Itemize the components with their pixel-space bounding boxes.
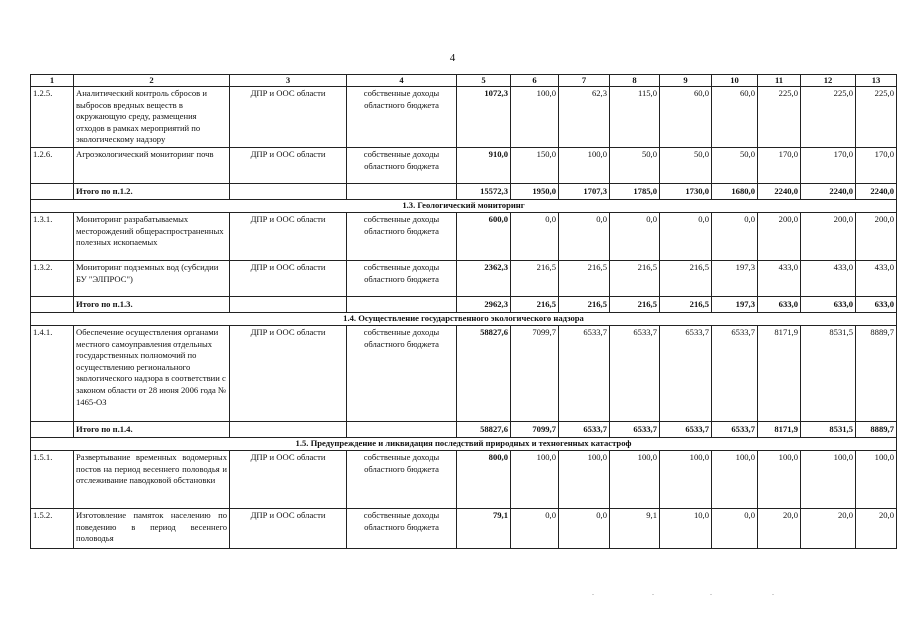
total-value: 6533,7 (559, 421, 610, 437)
total-label: Итого по п.1.4. (74, 421, 230, 437)
value-cell: 600,0 (457, 212, 511, 260)
value-cell: 6533,7 (660, 325, 712, 421)
value-cell: 0,0 (712, 212, 758, 260)
value-cell: 433,0 (856, 260, 897, 296)
value-cell: 58827,6 (457, 325, 511, 421)
value-cell: 6533,7 (712, 325, 758, 421)
total-value: 1950,0 (511, 183, 559, 199)
value-cell: 100,0 (511, 87, 559, 148)
header-cell: 2 (74, 75, 230, 87)
value-cell: 170,0 (856, 147, 897, 183)
row-code: 1.2.6. (31, 147, 74, 183)
value-cell: 170,0 (801, 147, 856, 183)
value-cell: 200,0 (758, 212, 801, 260)
total-value: 2240,0 (801, 183, 856, 199)
value-cell: 216,5 (610, 260, 660, 296)
value-cell: 115,0 (610, 87, 660, 148)
total-value: 8889,7 (856, 421, 897, 437)
total-value: 8531,5 (801, 421, 856, 437)
section-row (31, 312, 897, 325)
row-name: Агроэкологический мониторинг почв (74, 147, 230, 183)
scan-mark: . (592, 588, 594, 597)
value-cell: 150,0 (511, 147, 559, 183)
total-value: 197,3 (712, 296, 758, 312)
row-executor: ДПР и ООС области (230, 325, 347, 421)
value-cell: 8171,9 (758, 325, 801, 421)
row-source: собственные доходы областного бюджета (347, 508, 457, 548)
budget-table (30, 74, 897, 549)
value-cell: 225,0 (856, 87, 897, 148)
value-cell: 216,5 (511, 260, 559, 296)
value-cell: 100,0 (610, 450, 660, 508)
row-executor: ДПР и ООС области (230, 260, 347, 296)
header-cell: 11 (758, 75, 801, 87)
section-title: 1.4. Осуществление государственного экологического надзора (31, 312, 897, 325)
table-row (31, 260, 897, 296)
value-cell: 20,0 (801, 508, 856, 548)
value-cell: 0,0 (660, 212, 712, 260)
table-row (31, 508, 897, 548)
page-number: 4 (449, 52, 456, 64)
value-cell: 197,3 (712, 260, 758, 296)
total-label: Итого по п.1.3. (74, 296, 230, 312)
value-cell: 200,0 (801, 212, 856, 260)
value-cell: 0,0 (559, 212, 610, 260)
row-source: собственные доходы областного бюджета (347, 147, 457, 183)
value-cell: 10,0 (660, 508, 712, 548)
value-cell: 0,0 (712, 508, 758, 548)
total-value: 6533,7 (712, 421, 758, 437)
value-cell: 216,5 (559, 260, 610, 296)
value-cell: 100,0 (559, 450, 610, 508)
scan-mark: . (710, 588, 712, 597)
total-value: 1707,3 (559, 183, 610, 199)
row-source: собственные доходы областного бюджета (347, 260, 457, 296)
total-value: 1730,0 (660, 183, 712, 199)
value-cell: 100,0 (660, 450, 712, 508)
row-executor: ДПР и ООС области (230, 508, 347, 548)
total-value: 633,0 (758, 296, 801, 312)
value-cell: 9,1 (610, 508, 660, 548)
value-cell: 6533,7 (559, 325, 610, 421)
value-cell: 225,0 (758, 87, 801, 148)
value-cell: 50,0 (712, 147, 758, 183)
row-code: 1.3.1. (31, 212, 74, 260)
value-cell: 20,0 (758, 508, 801, 548)
value-cell: 50,0 (610, 147, 660, 183)
value-cell: 910,0 (457, 147, 511, 183)
section-row (31, 199, 897, 212)
header-cell: 10 (712, 75, 758, 87)
value-cell: 0,0 (511, 508, 559, 548)
value-cell: 100,0 (712, 450, 758, 508)
header-cell: 9 (660, 75, 712, 87)
value-cell: 100,0 (511, 450, 559, 508)
section-title: 1.5. Предупреждение и ликвидация последствий природных и техногенных катастроф (31, 437, 897, 450)
row-code: 1.5.2. (31, 508, 74, 548)
value-cell: 100,0 (758, 450, 801, 508)
total-value: 6533,7 (660, 421, 712, 437)
row-source: собственные доходы областного бюджета (347, 87, 457, 148)
row-name: Обеспечение осуществления органами местного самоуправления отдельных государственных полномочий по осуществлению регионального экологического надзора в соответствии с законом области от 28 июня 2006 года № 1465-ОЗ (74, 325, 230, 421)
row-source: собственные доходы областного бюджета (347, 212, 457, 260)
header-cell: 4 (347, 75, 457, 87)
total-value: 6533,7 (610, 421, 660, 437)
value-cell: 100,0 (856, 450, 897, 508)
table-row (31, 212, 897, 260)
row-executor: ДПР и ООС области (230, 147, 347, 183)
value-cell: 0,0 (559, 508, 610, 548)
value-cell: 0,0 (610, 212, 660, 260)
value-cell: 6533,7 (610, 325, 660, 421)
total-value: 2240,0 (758, 183, 801, 199)
total-value: 58827,6 (457, 421, 511, 437)
row-source: собственные доходы областного бюджета (347, 325, 457, 421)
value-cell: 100,0 (801, 450, 856, 508)
total-value: 8171,9 (758, 421, 801, 437)
row-name: Мониторинг подземных вод (субсидии БУ "ЭЛПРОС") (74, 260, 230, 296)
header-cell: 8 (610, 75, 660, 87)
table-row (31, 450, 897, 508)
section-title: 1.3. Геологический мониторинг (31, 199, 897, 212)
row-name: Развертывание временных водомерных постов на период весеннего половодья и отслеживание паводковой обстановки (74, 450, 230, 508)
total-row (31, 296, 897, 312)
header-cell: 12 (801, 75, 856, 87)
value-cell: 8531,5 (801, 325, 856, 421)
value-cell: 60,0 (660, 87, 712, 148)
total-label: Итого по п.1.2. (74, 183, 230, 199)
row-name: Мониторинг разрабатываемых месторождений общераспространенных полезных ископаемых (74, 212, 230, 260)
row-code: 1.5.1. (31, 450, 74, 508)
header-cell: 3 (230, 75, 347, 87)
total-value: 216,5 (610, 296, 660, 312)
total-value: 633,0 (801, 296, 856, 312)
total-value: 2240,0 (856, 183, 897, 199)
total-value: 7099,7 (511, 421, 559, 437)
total-value: 2962,3 (457, 296, 511, 312)
header-cell: 7 (559, 75, 610, 87)
total-value: 216,5 (660, 296, 712, 312)
value-cell: 433,0 (801, 260, 856, 296)
header-cell: 13 (856, 75, 897, 87)
value-cell: 7099,7 (511, 325, 559, 421)
value-cell: 20,0 (856, 508, 897, 548)
row-name: Изготовление памяток населению по поведению в период весеннего половодья (74, 508, 230, 548)
header-cell: 5 (457, 75, 511, 87)
total-value: 1785,0 (610, 183, 660, 199)
scan-mark: . (652, 588, 654, 597)
total-value: 216,5 (559, 296, 610, 312)
value-cell: 225,0 (801, 87, 856, 148)
total-value: 15572,3 (457, 183, 511, 199)
row-source: собственные доходы областного бюджета (347, 450, 457, 508)
row-code: 1.2.5. (31, 87, 74, 148)
value-cell: 800,0 (457, 450, 511, 508)
total-row (31, 183, 897, 199)
total-value: 633,0 (856, 296, 897, 312)
value-cell: 60,0 (712, 87, 758, 148)
row-executor: ДПР и ООС области (230, 87, 347, 148)
scan-mark: . (772, 588, 774, 597)
value-cell: 216,5 (660, 260, 712, 296)
total-value: 1680,0 (712, 183, 758, 199)
value-cell: 200,0 (856, 212, 897, 260)
value-cell: 100,0 (559, 147, 610, 183)
value-cell: 50,0 (660, 147, 712, 183)
table-row (31, 87, 897, 148)
value-cell: 8889,7 (856, 325, 897, 421)
row-code: 1.3.2. (31, 260, 74, 296)
row-executor: ДПР и ООС области (230, 450, 347, 508)
value-cell: 433,0 (758, 260, 801, 296)
row-name: Аналитический контроль сбросов и выбросов вредных веществ в окружающую среду, размещения отходов в рамках мероприятий по экологическому надзору (74, 87, 230, 148)
value-cell: 2362,3 (457, 260, 511, 296)
row-code: 1.4.1. (31, 325, 74, 421)
value-cell: 1072,3 (457, 87, 511, 148)
header-cell: 6 (511, 75, 559, 87)
value-cell: 79,1 (457, 508, 511, 548)
value-cell: 62,3 (559, 87, 610, 148)
value-cell: 0,0 (511, 212, 559, 260)
value-cell: 170,0 (758, 147, 801, 183)
row-executor: ДПР и ООС области (230, 212, 347, 260)
column-number-row (31, 75, 897, 87)
header-cell: 1 (31, 75, 74, 87)
section-row (31, 437, 897, 450)
total-value: 216,5 (511, 296, 559, 312)
table-row (31, 325, 897, 421)
table-row (31, 147, 897, 183)
total-row (31, 421, 897, 437)
